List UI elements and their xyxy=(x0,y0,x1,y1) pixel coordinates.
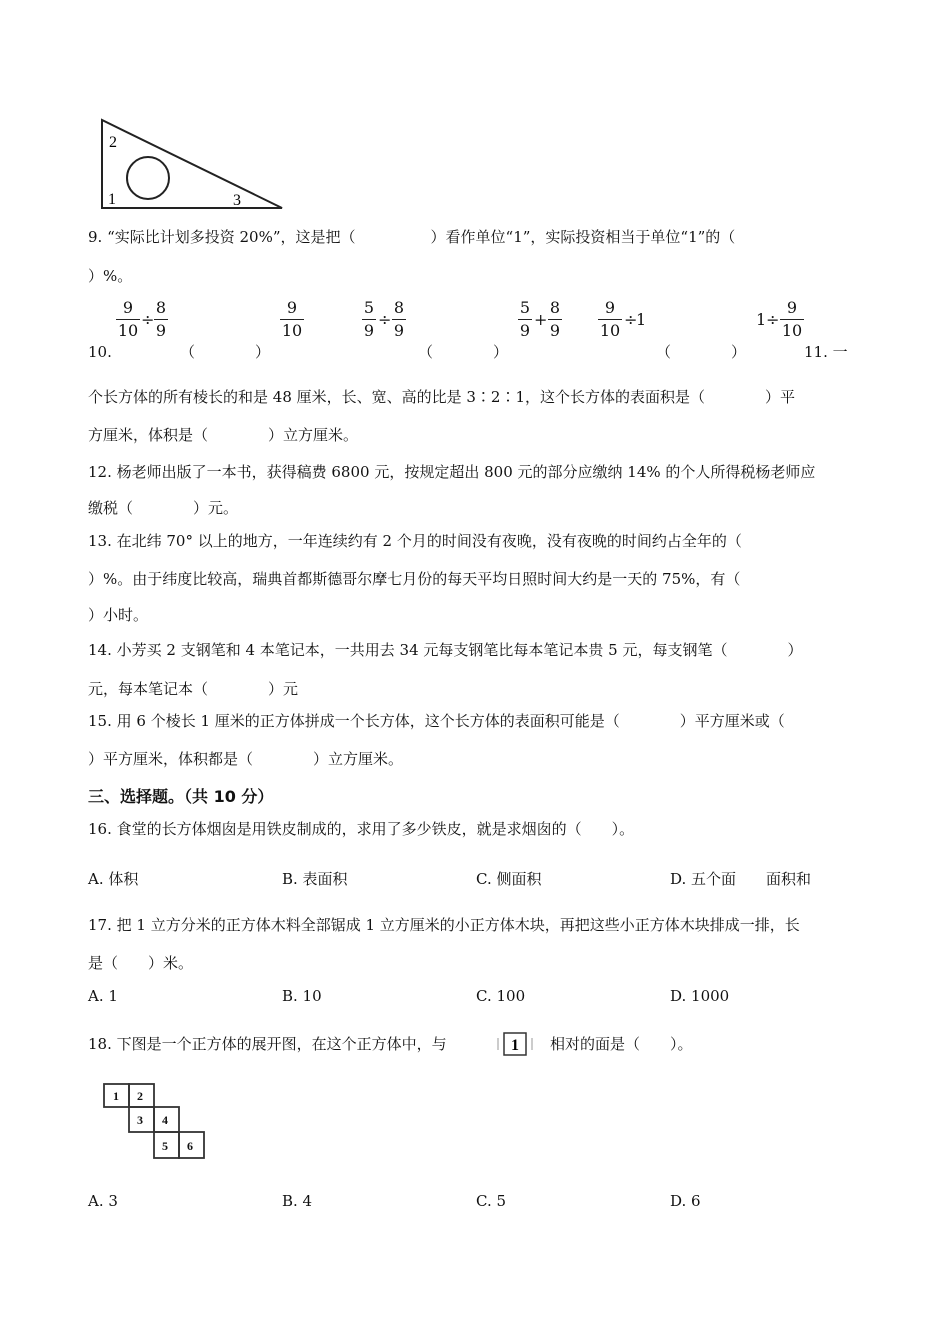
q13-line-1: 13. 在北纬 70° 以上的地方，一年连续约有 2 个月的时间没有夜晚，没有夜晚的时间约占全年的（ xyxy=(88,532,742,550)
q10-answer-blank-3: （ ） xyxy=(656,343,747,361)
q18-stem-b: 相对的面是（ ）。 xyxy=(550,1035,693,1053)
q10-answer-blank-1: （ ） xyxy=(180,343,271,361)
triangle-figure xyxy=(96,112,286,212)
q10-answer-blank-2: （ ） xyxy=(418,343,509,361)
q18-option-a[interactable]: A. 3 xyxy=(88,1192,118,1210)
q17-option-a[interactable]: A. 1 xyxy=(88,987,118,1005)
q16-option-c[interactable]: C. 侧面积 xyxy=(476,870,542,888)
q10-expr-5: 9 10 ÷ 1 xyxy=(599,298,647,340)
q16-stem: 16. 食堂的长方体烟囱是用铁皮制成的，求用了多少铁皮，就是求烟囱的（ ）。 xyxy=(88,820,635,838)
q10-expr-4: 5 9 + 8 9 xyxy=(519,298,561,340)
net-cell-2: 2 xyxy=(137,1089,143,1103)
net-cell-5: 5 xyxy=(162,1139,168,1153)
net-cell-6: 6 xyxy=(187,1139,193,1153)
q18-option-d[interactable]: D. 6 xyxy=(670,1192,701,1210)
triangle-label-2: 2 xyxy=(109,134,117,151)
q9-line-2: ）%。 xyxy=(88,267,133,285)
triangle-label-1: 1 xyxy=(108,191,116,208)
triangle-shape xyxy=(102,120,282,208)
q17-option-d[interactable]: D. 1000 xyxy=(670,987,730,1005)
q16-option-d[interactable]: D. 五个面 面积和 xyxy=(670,870,812,888)
triangle-label-3: 3 xyxy=(233,192,241,209)
q10-number: 10. xyxy=(88,343,112,361)
q17-option-b[interactable]: B. 10 xyxy=(282,987,322,1005)
q18-stem-a: 18. 下图是一个正方体的展开图，在这个正方体中，与 xyxy=(88,1035,447,1053)
q18-inline-face-figure xyxy=(496,1028,538,1060)
q14-line-2: 元，每本笔记本（ ）元 xyxy=(88,680,299,698)
q17-line-1: 17. 把 1 立方分米的正方体木料全部锯成 1 立方厘米的小正方体木块，再把这些小正方体木块排成一排，长 xyxy=(88,916,800,934)
q10-expr-2: 9 10 xyxy=(281,298,303,340)
net-cell-1: 1 xyxy=(113,1089,119,1103)
q18-option-c[interactable]: C. 5 xyxy=(476,1192,507,1210)
q13-line-2: ）%。由于纬度比较高，瑞典首都斯德哥尔摩七月份的每天平均日照时间大约是一天的 75%，有（ xyxy=(88,570,741,588)
q9-line-1: 9. “实际比计划多投资 20%”，这是把（ ）看作单位“1”，实际投资相当于单位“1”的（ xyxy=(88,228,736,246)
q18-option-b[interactable]: B. 4 xyxy=(282,1192,313,1210)
cube-net-figure xyxy=(100,1082,210,1164)
q12-line-2: 缴税（ ）元。 xyxy=(88,499,239,517)
q11-line-1: 个长方体的所有棱长的和是 48 厘米，长、宽、高的比是 3∶2∶1，这个长方体的表面积是（ ）平 xyxy=(88,388,796,406)
q11-line-2: 方厘米，体积是（ ）立方厘米。 xyxy=(88,426,359,444)
q17-line-2: 是（ ）米。 xyxy=(88,954,194,972)
net-cell-4: 4 xyxy=(162,1113,168,1127)
q10-expr-1: 9 10 ÷ 8 9 xyxy=(117,298,167,340)
section-3-title: 三、选择题。（共 10 分） xyxy=(88,787,274,806)
q10-expr-6: 1 ÷ 9 10 xyxy=(756,298,803,340)
net-cell-3: 3 xyxy=(137,1113,143,1127)
q17-option-c[interactable]: C. 100 xyxy=(476,987,526,1005)
q16-option-a[interactable]: A. 体积 xyxy=(88,870,139,888)
q15-line-2: ）平方厘米，体积都是（ ）立方厘米。 xyxy=(88,750,404,768)
q13-line-3: ）小时。 xyxy=(88,606,149,624)
triangle-inner-circle xyxy=(127,157,169,199)
q18-inline-face-label: 1 xyxy=(511,1037,519,1054)
q15-line-1: 15. 用 6 个棱长 1 厘米的正方体拼成一个长方体，这个长方体的表面积可能是（ ）平方厘米或（ xyxy=(88,712,785,730)
q16-option-b[interactable]: B. 表面积 xyxy=(282,870,348,888)
q10-expr-3: 5 9 ÷ 8 9 xyxy=(363,298,405,340)
q12-line-1: 12. 杨老师出版了一本书，获得稿费 6800 元，按规定超出 800 元的部分应缴纳 14% 的个人所得税杨老师应 xyxy=(88,463,816,481)
q14-line-1: 14. 小芳买 2 支钢笔和 4 本笔记本，一共用去 34 元每支钢笔比每本笔记本贵 5 元，每支钢笔（ ） xyxy=(88,641,803,659)
q11-start: 11. 一 xyxy=(804,343,848,361)
